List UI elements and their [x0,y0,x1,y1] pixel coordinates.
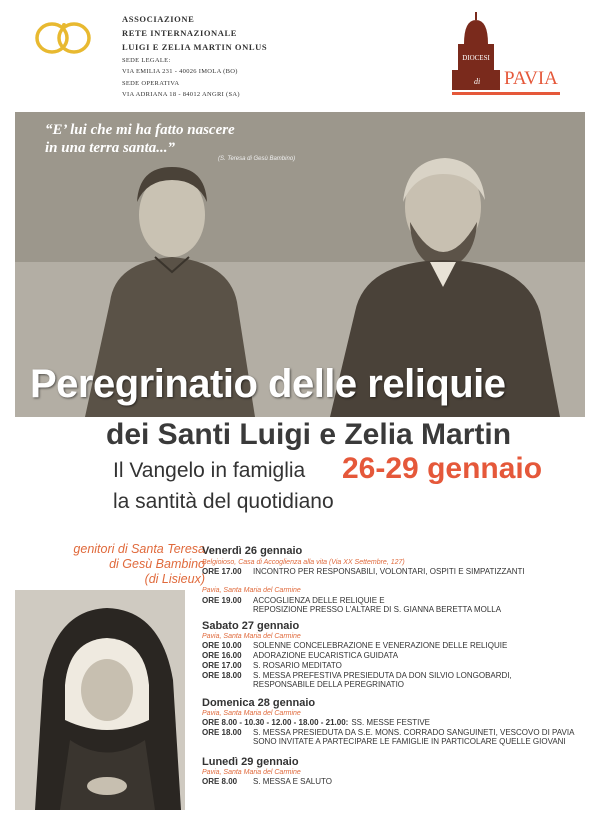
association-logo-rings [34,16,104,60]
event-time: ORE 8.00 [202,777,238,786]
sunday-event-1 [202,718,430,727]
sunday-event-2-cont: SONO INVITATE A PARTECIPARE LE FAMIGLIE IN PARTICOLARE QUELLE GIOVANI [253,737,566,746]
tagline-gospel: Il Vangelo in famiglia [113,459,306,482]
sede-operativa-label: SEDE OPERATIVA [122,80,180,87]
friday-event-1 [202,567,525,576]
banner-quote [45,121,235,157]
sede-operativa-address: VIA ADRIANA 18 - 84012 ANGRI (SA) [122,91,240,98]
friday-place-belgioioso: Belgioioso, Casa di Accoglienza alla vita (Via XX Settembre, 127) [202,559,405,566]
main-title: Peregrinatio delle reliquie [30,362,506,406]
monday-place: Pavia, Santa Maria del Carmine [202,769,301,776]
event-time: ORE 8.00 - 10.30 - 12.00 - 18.00 - 21.00: [202,718,349,727]
event-desc: SOLENNE CONCELEBRAZIONE E VENERAZIONE DELLE RELIQUIE [253,641,508,650]
friday-event-2-cont: REPOSIZIONE PRESSO L’ALTARE DI S. GIANNA BERETTA MOLLA [253,605,502,614]
event-time: ORE 17.00 [202,567,242,576]
event-time: ORE 17.00 [202,661,242,670]
saturday-event-3 [202,661,342,670]
banner-quote-line1: “E’ lui che mi ha fatto nascere [45,122,235,138]
event-desc: S. MESSA PRESIEDUTA DA S.E. MONS. CORRADO SANGUINETI, VESCOVO DI PAVIA [253,728,575,737]
saturday-event-1 [202,641,507,650]
diocese-di: di [474,77,481,86]
event-desc: S. MESSA PREFESTIVA PRESIEDUTA DA DON SILVIO LONGOBARDI, [253,671,512,680]
event-desc: S. ROSARIO MEDITATO [253,661,342,670]
association-network: RETE INTERNAZIONALE [122,28,238,38]
event-desc: ADORAZIONE EUCARISTICA GUIDATA [253,651,399,660]
event-desc: ACCOGLIENZA DELLE RELIQUIE E [253,596,385,605]
main-subtitle: dei Santi Luigi e Zelia Martin [106,418,512,451]
event-time: ORE 10.00 [202,641,242,650]
association-onlus: LUIGI E ZELIA MARTIN ONLUS [122,42,268,52]
friday-heading: Venerdì 26 gennaio [202,545,303,557]
event-desc: INCONTRO PER RESPONSABILI, VOLONTARI, OSPITI E SIMPATIZZANTI [253,567,525,576]
sede-legale-label: SEDE LEGALE: [122,57,171,64]
monday-heading: Lunedì 29 gennaio [202,756,299,768]
saturday-event-4-cont: RESPONSABILE DELLA PEREGRINATIO [253,680,405,689]
event-time: ORE 18.00 [202,671,242,680]
association-name: ASSOCIAZIONE [122,14,195,24]
diocese-word: DIOCESI [462,54,490,62]
parents-caption-line2: di Gesù Bambino [109,557,205,571]
saint-therese-portrait [15,590,185,810]
tagline-holiness: la santità del quotidiano [113,490,334,513]
sunday-heading: Domenica 28 gennaio [202,697,316,709]
friday-event-2 [202,596,385,605]
diocese-logo [446,6,566,98]
diocese-name: PAVIA [504,68,558,89]
saturday-event-4 [202,671,512,680]
event-time: ORE 18.00 [202,728,242,737]
event-dates: 26-29 gennaio [342,452,543,485]
parents-caption-line3: (di Lisieux) [144,572,205,586]
banner-quote-author: (S. Teresa di Gesù Bambino) [218,156,296,162]
event-desc: SS. MESSE FESTIVE [351,718,430,727]
event-time: ORE 16.00 [202,651,242,660]
banner-quote-line2: in una terra santa...” [45,140,176,156]
saturday-place: Pavia, Santa Maria del Carmine [202,633,301,640]
saturday-event-2 [202,651,398,660]
saturday-heading: Sabato 27 gennaio [202,620,300,632]
sede-legale-address: VIA EMILIA 231 - 40026 IMOLA (BO) [122,68,238,75]
event-desc: S. MESSA E SALUTO [253,777,332,786]
sunday-event-2 [202,728,574,737]
parents-caption [40,542,205,587]
parents-caption-line1: genitori di Santa Teresa [73,542,205,556]
friday-place-pavia: Pavia, Santa Maria del Carmine [202,587,301,594]
monday-event-1 [202,777,332,786]
sunday-place: Pavia, Santa Maria del Carmine [202,710,301,717]
event-time: ORE 19.00 [202,596,242,605]
